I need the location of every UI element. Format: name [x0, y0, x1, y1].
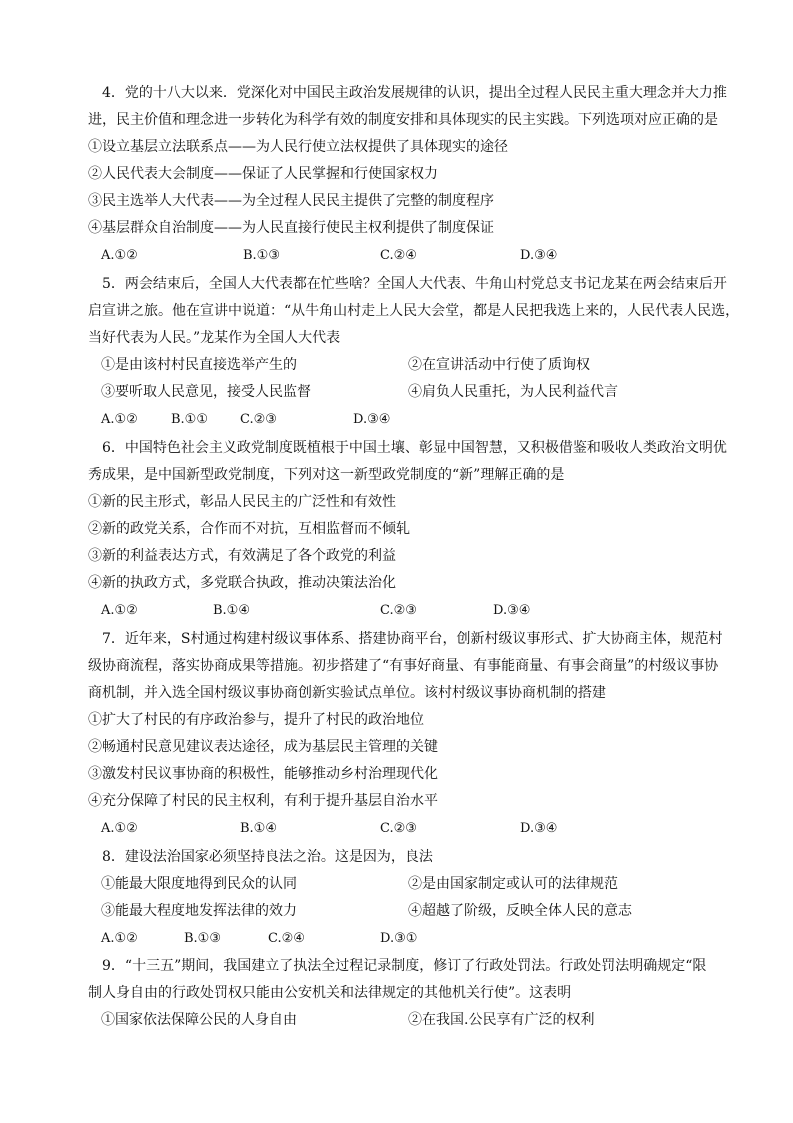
answer-choice-d: D.③④: [520, 821, 558, 836]
option-statement: ①新的民主形式，彰品人民民主的广泛性和有效性: [88, 494, 396, 510]
option-pair: [88, 871, 728, 898]
answer-choice-c: C.②③: [380, 603, 417, 618]
option-statement: ④充分保障了村民的民主权利，有利于提升基层自治水平: [88, 793, 438, 809]
question-6: [88, 435, 728, 624]
option-statement: ②是由国家制定或认可的法律规范: [408, 876, 618, 892]
option-statement: ①能最大限度地得到民众的认同: [101, 876, 297, 892]
question-stem-line: 5．两会结束后，全国人大代表都在忙些啥？全国人大代表、牛角山村党总支书记龙某在两会结束后开: [102, 276, 727, 292]
option-statement: ④超越了阶级，反映全体人民的意志: [408, 903, 632, 919]
question-stem-line: 4．党的十八大以来．党深化对中国民主政治发展规律的认识，提出全过程人民民主重大理念并大力推: [102, 85, 727, 101]
option-statement: ④肩负人民重托，为人民利益代言: [408, 384, 618, 400]
question-5: [88, 271, 740, 433]
question-stem-line: 启宣讲之旅。他在宣讲中说道：“从牛角山村走上人民大会堂，都是人民把我选上来的，人民代表人民选，: [88, 303, 740, 319]
option-pair: [88, 1007, 728, 1034]
question-stem-line: 商机制，并入选全国村级议事协商创新实验试点单位。该村村级议事协商机制的搭建: [88, 685, 606, 701]
answer-choices: [88, 242, 728, 269]
option-statement: ③要听取人民意见，接受人民监督: [101, 384, 311, 400]
answer-choice-d: D.③①: [380, 931, 418, 946]
option-statement: ④基层群众自治制度——为人民直接行使民主权利提供了制度保证: [88, 220, 494, 236]
option-statement: ①扩大了村民的有序政治参与，提升了村民的政治地位: [88, 712, 424, 728]
question-stem-line: 9．“十三五”期间，我国建立了执法全过程记录制度，修订了行政处罚法。行政处罚法明确规定“限: [102, 958, 707, 974]
answer-choices: [88, 406, 728, 433]
answer-choice-a: A.①②: [101, 412, 138, 427]
option-statement: ②新的政党关系，合作而不对抗，互相监督而不倾轧: [88, 521, 410, 537]
answer-choice-c: C.②④: [268, 931, 305, 946]
option-pair: [88, 379, 728, 406]
option-statement: ④新的执政方式，多党联合执政，推动决策法治化: [88, 575, 396, 591]
option-statement: ③激发村民议事协商的积极性，能够推动乡村治理现代化: [88, 766, 438, 782]
option-statement: ②畅通村民意见建议表达途径，成为基层民主管理的关键: [88, 739, 438, 755]
answer-choice-c: C.②④: [380, 248, 417, 263]
answer-choice-b: B.①④: [240, 821, 277, 836]
answer-choices: [88, 815, 728, 842]
question-stem-line: 7．近年来，S村通过构建村级议事体系、搭建协商平台，创新村级议事形式、扩大协商主体，规范村: [102, 631, 723, 647]
answer-choices: [88, 925, 728, 952]
answer-choice-a: A.①②: [101, 603, 138, 618]
question-9: [88, 953, 728, 1034]
question-stem-line: 6．中国特色社会主义政党制度既植根于中国土壤、彰显中国智慧，又积极借鉴和吸收人类政治文明优: [102, 440, 727, 456]
answer-choices: [88, 597, 728, 624]
answer-choice-a: A.①②: [101, 931, 138, 946]
answer-choice-c: C.②③: [240, 412, 277, 427]
option-statement: ③民主选举人大代表——为全过程人民民主提供了完整的制度程序: [88, 193, 494, 209]
option-statement: ①国家依法保障公民的人身自由: [101, 1012, 297, 1028]
option-statement: ③新的利益表达方式，有效满足了各个政党的利益: [88, 548, 396, 564]
answer-choice-d: D.③④: [520, 248, 558, 263]
option-statement: ①是由该村村民直接选举产生的: [101, 357, 297, 373]
answer-choice-d: D.③④: [353, 412, 391, 427]
answer-choice-b: B.①④: [213, 603, 250, 618]
option-statement: ②人民代表大会制度——保证了人民掌握和行使国家权力: [88, 166, 438, 182]
answer-choice-b: B.①①: [171, 412, 208, 427]
option-statement: ②在我国.公民享有广泛的权利: [408, 1012, 595, 1028]
answer-choice-d: D.③④: [493, 603, 531, 618]
question-7: [88, 626, 728, 842]
question-4: [88, 80, 728, 269]
question-stem-line: 8．建设法治国家必须坚持良法之治。这是因为，良法: [102, 849, 433, 865]
answer-choice-b: B.①③: [243, 248, 280, 263]
option-statement: ③能最大程度地发挥法律的效力: [101, 903, 297, 919]
question-stem-line: 当好代表为人民。”龙某作为全国人大代表: [88, 330, 341, 346]
answer-choice-b: B.①③: [184, 931, 221, 946]
question-stem-line: 制人身自由的行政处罚权只能由公安机关和法律规定的其他机关行使”。这表明: [88, 985, 572, 1001]
question-8: [88, 844, 728, 952]
answer-choice-c: C.②③: [380, 821, 417, 836]
question-stem-line: 级协商流程，落实协商成果等措施。初步搭建了“有事好商量、有事能商量、有事会商量”的村级议事协: [88, 658, 719, 674]
question-stem-line: 秀成果，是中国新型政党制度，下列对这一新型政党制度的“新”理解正确的是: [88, 467, 565, 483]
option-pair: [88, 352, 728, 379]
question-stem-line: 进，民主价值和理念进一步转化为科学有效的制度安排和具体现实的民主实践。下列选项对应正确的是: [88, 112, 718, 128]
answer-choice-a: A.①②: [101, 248, 138, 263]
answer-choice-a: A.①②: [101, 821, 138, 836]
option-statement: ②在宣讲活动中行使了质询权: [408, 357, 590, 373]
option-pair: [88, 898, 728, 925]
option-statement: ①设立基层立法联系点——为人民行使立法权提供了具体现实的途径: [88, 139, 508, 155]
